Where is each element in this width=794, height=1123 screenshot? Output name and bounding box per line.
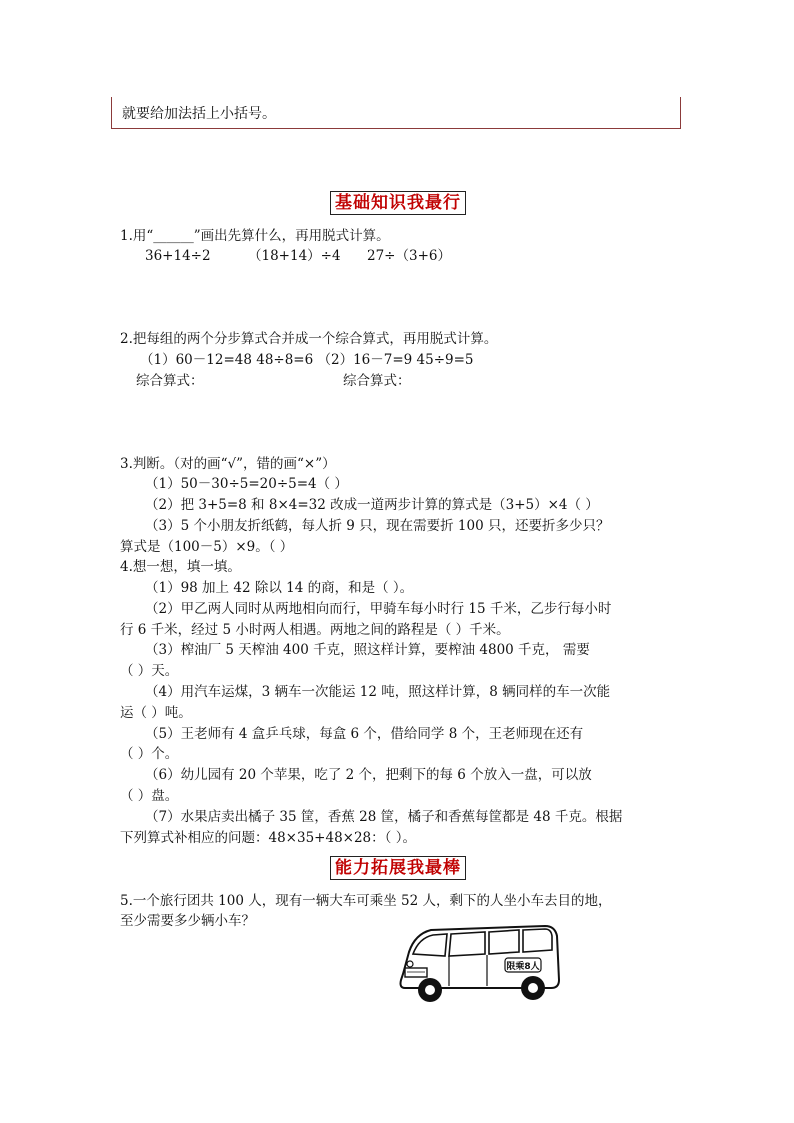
- q4-line: （4）用汽车运煤，3 辆车一次能运 12 吨，照这样计算，8 辆同样的车一次能: [145, 684, 611, 700]
- van-window: [489, 930, 519, 954]
- q4-line: （1）98 加上 42 除以 14 的商，和是（ ）。: [145, 580, 414, 596]
- section-title-basic: 基础知识我最行: [330, 191, 466, 215]
- van-window: [449, 932, 485, 956]
- q2-line-1: （1）60－12=48 48÷8=6 （2）16－7=9 45÷9=5: [140, 352, 474, 368]
- q4-line: （6）幼儿园有 20 个苹果，吃了 2 个，把剩下的每 6 个放入一盘，可以放: [145, 767, 592, 783]
- q3-stem: 3.判断。（对的画“√”，错的画“×”）: [120, 456, 336, 472]
- q2-label-b: 综合算式：: [343, 373, 411, 389]
- q1-expr-1: 36+14÷2: [145, 248, 211, 264]
- q2-label-a: 综合算式：: [136, 373, 204, 389]
- q3-item-3-cont: 算式是（100－5）×9。（ ）: [120, 539, 294, 555]
- top-note-text: 就要给加法括上小括号。: [122, 106, 276, 122]
- q5-stem-line-1: 5.一个旅行团共 100 人，现有一辆大车可乘坐 52 人，剩下的人坐小车去目的地，: [120, 893, 612, 909]
- q4-line: 下列算式补相应的问题：48×35+48×28：（ ）。: [120, 830, 416, 846]
- van-window: [523, 929, 552, 952]
- q1-stem: 1.用“______”画出先算什么，再用脱式计算。: [120, 228, 390, 244]
- q4-line: （ ）天。: [120, 663, 179, 679]
- q1-expr-3: 27÷（3+6）: [367, 248, 451, 264]
- q4-line: （ ）盘。: [120, 788, 179, 804]
- q4-line: （5）王老师有 4 盒乒乓球，每盒 6 个，借给同学 8 个，王老师现在还有: [145, 726, 584, 742]
- q3-item-3: （3）5 个小朋友折纸鹤，每人折 9 只，现在需要折 100 只，还要折多少只？: [145, 518, 610, 534]
- q4-line: （7）水果店卖出橘子 35 筐，香蕉 28 筐，橘子和香蕉每筐都是 48 千克。根据: [145, 809, 623, 825]
- q4-line: （2）甲乙两人同时从两地相向而行，甲骑车每小时行 15 千米，乙步行每小时: [145, 601, 612, 617]
- q5-stem-line-2: 至少需要多少辆小车？: [120, 913, 255, 929]
- top-note-box: [111, 97, 681, 129]
- q4-line: 运（ ）吨。: [120, 705, 192, 721]
- q1-expr-2: （18+14）÷4: [248, 248, 341, 264]
- q4-line: 行 6 千米，经过 5 小时两人相遇。两地之间的路程是（ ）千米。: [120, 622, 510, 638]
- van-grille: [405, 968, 427, 977]
- q4-line: （3）榨油厂 5 天榨油 400 千克，照这样计算，要榨油 4800 千克， 需要: [145, 642, 590, 658]
- van-headlight: [407, 961, 413, 967]
- van-sign-text: 限乘8人: [506, 962, 540, 972]
- van-illustration: [395, 922, 565, 1008]
- q4-stem: 4.想一想，填一填。: [120, 559, 241, 575]
- q3-item-2: （2）把 3+5=8 和 8×4=32 改成一道两步计算的算式是（3+5）×4（ ）: [145, 497, 599, 513]
- q4-line: （ ）个。: [120, 746, 179, 762]
- section-title-advanced: 能力拓展我最棒: [330, 856, 466, 880]
- q2-stem: 2.把每组的两个分步算式合并成一个综合算式，再用脱式计算。: [120, 331, 498, 347]
- q3-item-1: （1）50－30÷5=20÷5=4（ ）: [145, 476, 348, 492]
